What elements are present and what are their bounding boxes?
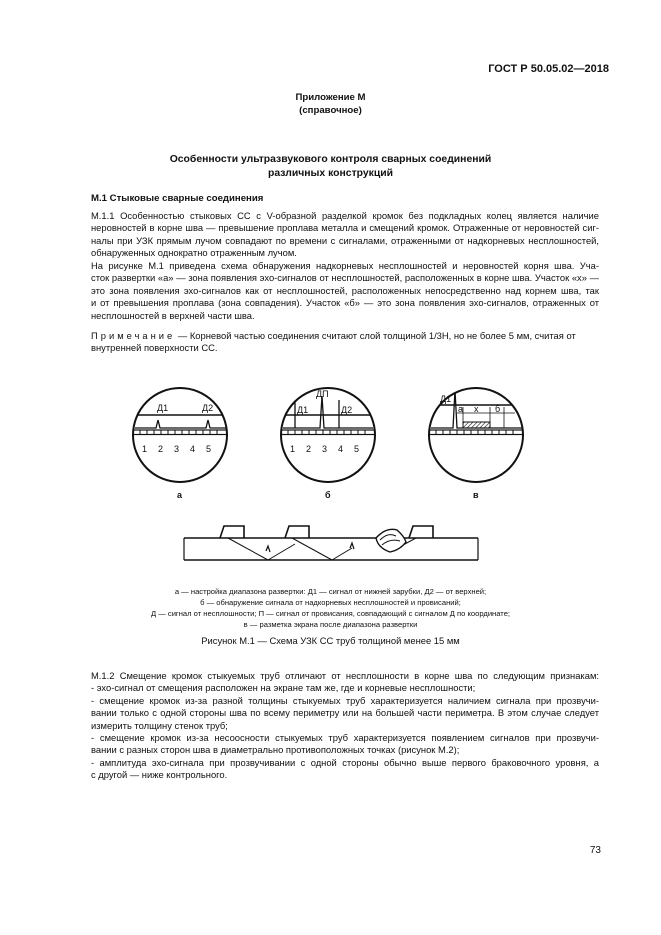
- section-heading: М.1 Стыковые сварные соединения: [91, 193, 264, 204]
- scale-number-3: 3: [174, 444, 180, 454]
- text-line: несплошностей в верхней части шва.: [91, 309, 255, 321]
- legend-line-3: Д — сигнал от несплошности; П — сигнал от провисания, совпадающий с сигналом Д по координате;: [150, 609, 511, 618]
- text-line: обнаруженных однократно отраженным лучом.: [91, 247, 297, 259]
- scale-number-5: 5: [354, 444, 360, 454]
- text-line: вании с разных сторон шва в диаметрально противоположных точках (рисунок М.2);: [91, 744, 460, 756]
- panel-label-b: б: [325, 490, 331, 500]
- paragraph-m-1-2: [91, 670, 599, 782]
- weld-schematic: [184, 526, 478, 560]
- figure-m-1: [120, 380, 540, 580]
- note-label: Примечание: [91, 330, 176, 341]
- screen-panel-c: [429, 388, 523, 482]
- screen-panel-a: [133, 388, 227, 482]
- scale-number-2: 2: [158, 444, 164, 454]
- signal-label-d2: Д2: [202, 403, 214, 413]
- text-line: М.1.2 Смещение кромок стыкуемых труб отличают от несплошности в корне шва по следующим признакам:: [91, 670, 599, 681]
- panel-label-c: в: [473, 490, 479, 500]
- scale-number-1: 1: [290, 444, 296, 454]
- text-line: это зона появления эхо-сигналов как от несплошностей, расположенных непосредственно над корнем шва, так: [91, 284, 599, 296]
- scale-number-4: 4: [190, 444, 196, 454]
- paragraph-m-1-1: [91, 210, 599, 260]
- text-line: с другой — ниже контрольного.: [91, 769, 228, 781]
- text-line: - эхо-сигнал от смещения расположен на экране там же, где и корневые несплошности;: [91, 682, 476, 694]
- legend-line-1: а — настройка диапазона развертки: Д1 — сигнал от нижней зарубки, Д2 — от верхней;: [174, 587, 487, 596]
- scale-number-5: 5: [206, 444, 212, 454]
- legend-line-4: в — разметка экрана после диапазона развертки: [243, 620, 418, 629]
- main-title-line-2: различных конструкций: [267, 168, 394, 179]
- note-text: — Корневой частью соединения считают слой толщиной 1/3H, но не более 5 мм, считая от: [175, 330, 576, 341]
- signal-label-d1: Д1: [440, 394, 452, 404]
- signal-label-d1: Д1: [157, 403, 169, 413]
- text-line: внутренней поверхности СС.: [91, 342, 218, 354]
- page-number: 73: [589, 845, 601, 856]
- main-title-line-1: Особенности ультразвукового контроля сварных соединений: [169, 154, 492, 165]
- text-line: На рисунке М.1 приведена схема обнаружения надкорневых несплошностей и неровностей корня шва. Уча-: [91, 260, 599, 271]
- scale-number-4: 4: [338, 444, 344, 454]
- scale-number-3: 3: [322, 444, 328, 454]
- standard-number: ГОСТ Р 50.05.02—2018: [488, 63, 609, 75]
- text-line: измерить толщину стенок труб;: [91, 719, 228, 731]
- zone-label-b: б: [495, 404, 501, 414]
- text-line: - амплитуда эхо-сигнала при прозвучивании с одной стороны обычно выше первого браковочного уровня, а: [91, 756, 599, 768]
- signal-label-dp: ДП: [316, 389, 329, 399]
- text-line: налы при УЗК прямым лучом совпадают по времени с сигналами, отраженными от надкорневых несплошностей,: [91, 234, 599, 246]
- signal-label-d1: Д1: [297, 405, 309, 415]
- zone-label-x: х: [474, 404, 479, 414]
- text-line: вании только с одной стороны шва по всему периметру или на большей части периметра. В этом случае следует: [91, 707, 599, 719]
- appendix-title: Приложение М: [295, 92, 366, 103]
- text-line: - смещение кромок из-за несоосности стыкуемых труб характеризуется появлением сигналов при прозвучи-: [91, 732, 599, 744]
- scale-number-1: 1: [142, 444, 148, 454]
- text-line: и от превышения проплава (зона совпадения). Участок «б» — это зона появления эхо-сигналов, отраженных от: [91, 297, 599, 309]
- text-line: [91, 330, 599, 342]
- screen-panel-b: [281, 388, 375, 482]
- text-line: - смещение кромок из-за разной толщины стыкуемых труб характеризуется наличием сигнала при прозвучи-: [91, 694, 599, 706]
- legend-line-2: б — обнаружение сигнала от надкорневых несплошностей и провисаний;: [200, 598, 461, 607]
- panel-label-a: а: [177, 490, 183, 500]
- zone-label-a: а: [458, 404, 464, 414]
- figure-caption: Рисунок М.1 — Схема УЗК СС труб толщиной менее 15 мм: [201, 635, 460, 646]
- text-line: сток развертки «а» — зона появления эхо-сигналов от несплошностей, расположенных в корне шва. Участок «х» —: [91, 272, 599, 284]
- scale-number-2: 2: [306, 444, 312, 454]
- signal-label-d2: Д2: [341, 405, 353, 415]
- text-line: М.1.1 Особенностью стыковых СС с V-образной разделкой кромок без подкладных колец является наличие: [91, 210, 599, 221]
- note-paragraph: [91, 330, 599, 355]
- text-line: неровностей в корне шва — превышение проплава металла и смещений кромок. Отраженные от неровностей сиг-: [91, 222, 599, 234]
- appendix-note: (справочное): [299, 105, 362, 116]
- paragraph-figure-description: [91, 260, 599, 322]
